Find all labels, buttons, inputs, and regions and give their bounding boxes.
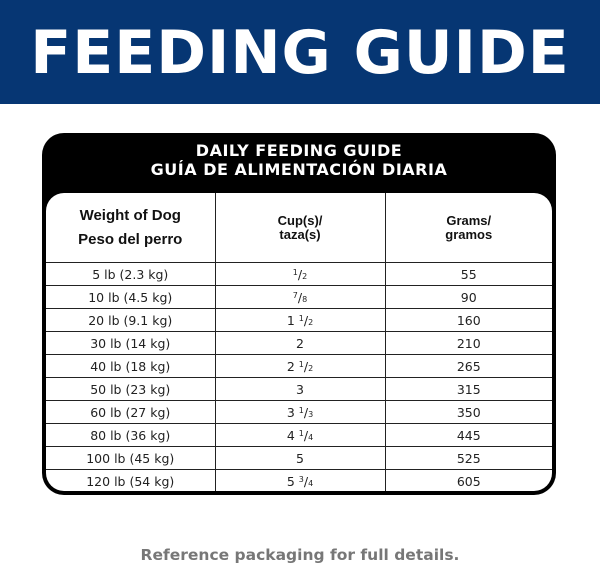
guide-title xyxy=(42,141,556,179)
cups-whole: 3 xyxy=(296,381,304,397)
weight-cell: 30 lb (14 kg) xyxy=(46,332,215,355)
cups-fraction: $^1$/3 xyxy=(298,404,314,420)
feeding-table-body xyxy=(46,193,552,491)
header-grams-en: Grams/ xyxy=(446,212,492,228)
weight-cell: 80 lb (36 kg) xyxy=(46,424,215,447)
header-cups-es: taza(s) xyxy=(279,226,321,242)
grams-cell: 315 xyxy=(385,378,552,401)
cups-fraction: $^7$/8 xyxy=(292,289,308,305)
cups-fraction: $^1$/2 xyxy=(292,266,308,282)
header-cups-en: Cup(s)/ xyxy=(277,212,323,228)
header-cups xyxy=(215,193,385,263)
grams-cell: 350 xyxy=(385,401,552,424)
weight-cell: 100 lb (45 kg) xyxy=(46,447,215,470)
grams-cell: 160 xyxy=(385,309,552,332)
table-row xyxy=(46,401,552,424)
grams-cell: 55 xyxy=(385,263,552,286)
cups-fraction: $^1$/2 xyxy=(298,358,314,374)
cups-cell xyxy=(215,470,385,492)
header-grams xyxy=(385,193,552,263)
page-title: FEEDING GUIDE xyxy=(30,18,570,88)
weight-cell: 50 lb (23 kg) xyxy=(46,378,215,401)
weight-cell: 5 lb (2.3 kg) xyxy=(46,263,215,286)
cups-cell xyxy=(215,309,385,332)
cups-cell xyxy=(215,424,385,447)
weight-cell: 120 lb (54 kg) xyxy=(46,470,215,492)
grams-cell: 445 xyxy=(385,424,552,447)
feeding-table xyxy=(46,193,552,491)
cups-cell xyxy=(215,286,385,309)
table-row xyxy=(46,447,552,470)
cups-whole: 5 xyxy=(296,450,304,466)
cups-cell xyxy=(215,263,385,286)
cups-whole: 5 xyxy=(286,473,295,489)
grams-cell: 525 xyxy=(385,447,552,470)
cups-whole: 4 xyxy=(286,427,295,443)
cups-cell xyxy=(215,355,385,378)
cups-cell xyxy=(215,378,385,401)
guide-title-es: GUÍA DE ALIMENTACIÓN DIARIA xyxy=(150,160,448,179)
cups-fraction: $^1$/2 xyxy=(298,312,314,328)
footer-note: Reference packaging for full details. xyxy=(140,546,460,564)
cups-cell xyxy=(215,332,385,355)
cups-fraction: $^1$/4 xyxy=(298,427,314,443)
table-row xyxy=(46,424,552,447)
table-header-row xyxy=(46,193,552,263)
header-weight xyxy=(46,193,215,263)
weight-cell: 10 lb (4.5 kg) xyxy=(46,286,215,309)
table-row xyxy=(46,355,552,378)
grams-cell: 605 xyxy=(456,473,481,489)
cups-cell xyxy=(215,447,385,470)
daily-feeding-guide-table xyxy=(42,133,556,495)
table-row xyxy=(46,470,552,492)
header-weight-en: Weight of Dog xyxy=(79,206,181,224)
table-row xyxy=(46,332,552,355)
cups-cell xyxy=(215,401,385,424)
grams-cell: 90 xyxy=(385,286,552,309)
header-grams-es: gramos xyxy=(445,226,493,242)
grams-cell: 210 xyxy=(385,332,552,355)
weight-cell: 60 lb (27 kg) xyxy=(46,401,215,424)
grams-cell: 265 xyxy=(385,355,552,378)
table-row xyxy=(46,378,552,401)
header-weight-es: Peso del perro xyxy=(78,230,183,248)
cups-whole: 2 xyxy=(286,358,295,374)
cups-whole: 1 xyxy=(286,312,295,328)
table-row xyxy=(46,286,552,309)
table-row xyxy=(46,263,552,286)
guide-title-en: DAILY FEEDING GUIDE xyxy=(195,141,403,160)
table-row xyxy=(46,309,552,332)
weight-cell: 20 lb (9.1 kg) xyxy=(46,309,215,332)
cups-whole: 2 xyxy=(296,335,304,351)
weight-cell: 40 lb (18 kg) xyxy=(46,355,215,378)
feeding-guide-banner xyxy=(0,0,600,104)
cups-fraction: $^3$/4 xyxy=(298,473,314,489)
cups-whole: 3 xyxy=(286,404,295,420)
